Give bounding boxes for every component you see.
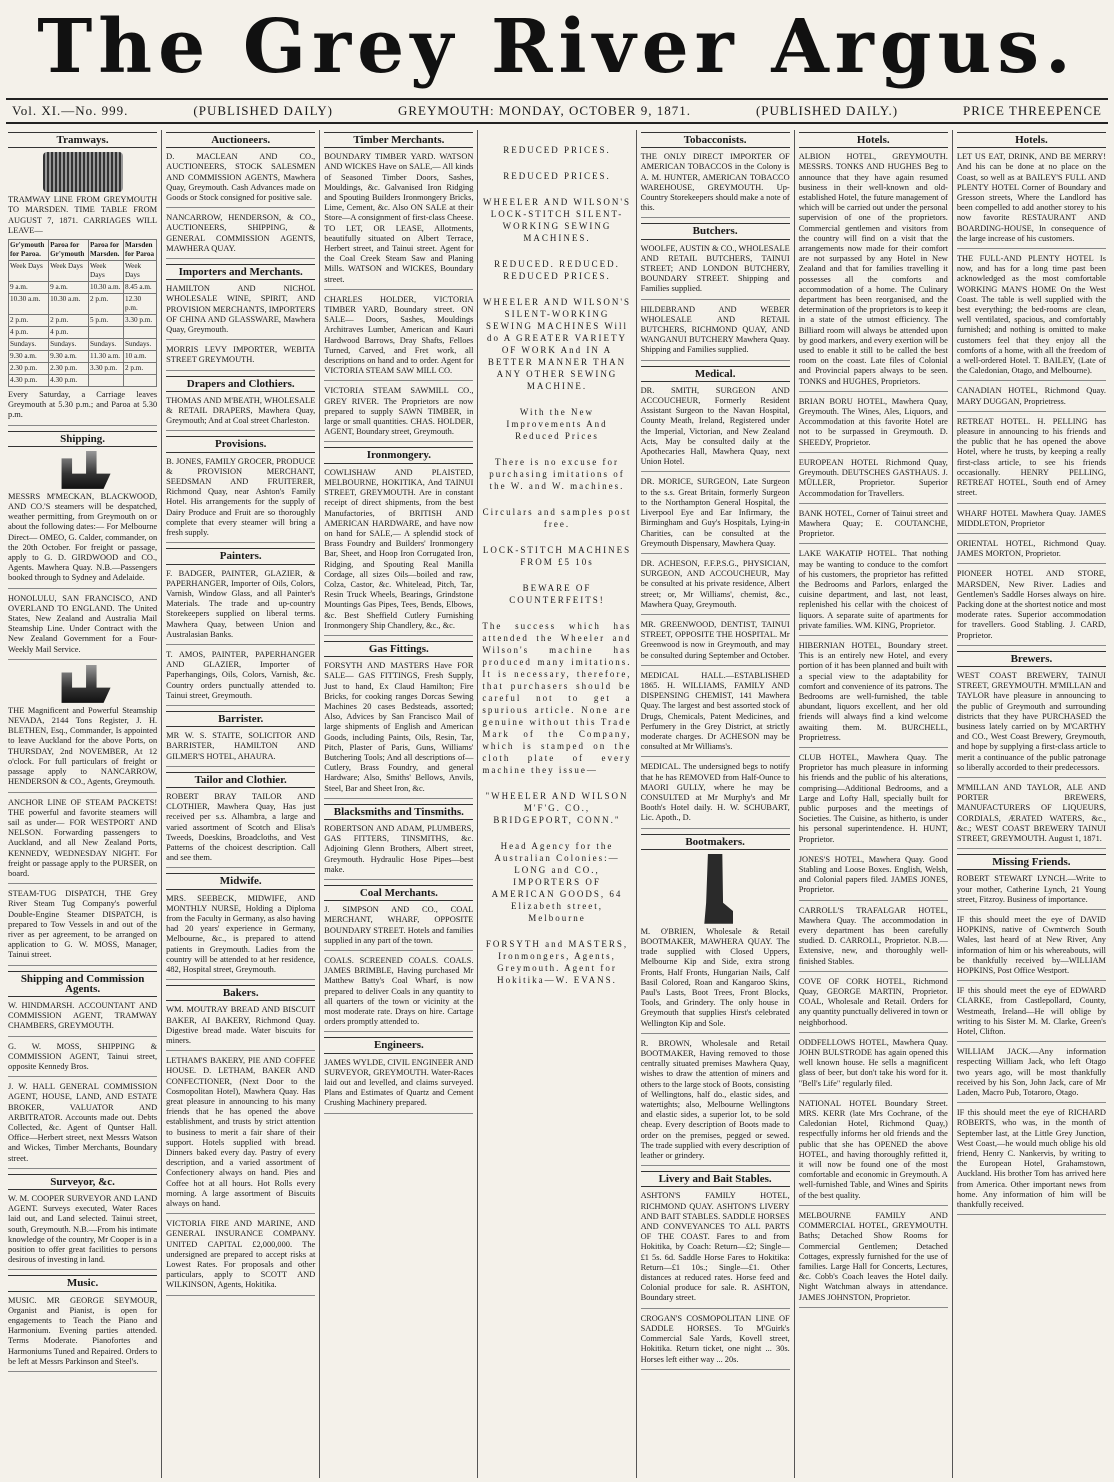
steamship-icon [48,665,118,703]
masthead-title: The Grey River Argus. [37,4,1077,90]
hotel-ad: PIONEER HOTEL AND STORE, MARSDEN, New River. Ladies and Gentlemen's Saddle Horses always on hire. Packing done at the shortest notice and most moderate rates. Superior accommodation for travellers. Good Stabling. J. CARD, Proprietor. [957,569,1106,645]
column-4-sewing-machines [477,130,635,1478]
tt-row [9,294,157,315]
tt-cell: 8.45 a.m. [123,282,156,294]
tt-cell: 12.30 p.m. [123,294,156,315]
sewing-line: REDUCED PRICES. [503,145,611,155]
sewing-line: With the New Improvements And Reduced Prices [506,407,608,441]
hotel-ad: LET US EAT, DRINK, AND BE MERRY! And his can be done at no place on the Coast, so well as at BAILEY'S FULL AND PLENTY HOTEL Corner of Boundary and Gresson streets, Where the Landlord has been compelled to add another storey to his now favorite RESTAURANT AND BOARDING-HOUSE, In consequence of the large increase of his customers. [957,152,1106,249]
tt-row [9,282,157,294]
published-right: (PUBLISHED DAILY.) [755,103,899,118]
section-hotels-2: Hotels. [957,132,1106,148]
missing-notice: IF this should meet the eye of RICHARD ROBERTS, who was, in the month of September last, at the Little Grey Junction, West Coast,—he would much oblige his old friend, Henry C. Nankervis, by writing to the European Hotel, Grahamstown, Auckland. His brother Tom has arrived here from America. Other important news from home. Any information of him will be thankfully received. [957,1108,1106,1215]
sewing-line: FORSYTH and MASTERS, Ironmongers, Agents, Greymouth. Agent for Hokitika—W. EVANS. [485,939,629,985]
agent-ad: W. HINDMARSH. ACCOUNTANT AND COMMISSION AGENT, TRAMWAY CHAMBERS, GREYMOUTH. [8,1001,157,1037]
butcher-ad: HILDEBRAND AND WEBER WHOLESALE AND RETAIL BUTCHERS, RICHMOND QUAY, AND WANGANUI BUTCHERY Mawhera Quay. Shipping and Families supplied. [641,305,790,361]
section-missing-friends: Missing Friends. [957,854,1106,870]
timber-ad: VICTORIA STEAM SAWMILL CO., GREY RIVER. The Proprietors are now prepared to supply SAWN TIMBER, in large or small quantities. CHAS. HOLDER, AGENT, Boundary street, Greymouth. [324,386,473,442]
section-medical: Medical. [641,366,790,382]
section-tailor: Tailor and Clothier. [166,772,315,788]
baker-ad: LETHAM'S BAKERY, PIE AND COFFEE HOUSE. D. LETHAM, BAKER AND CONFECTIONER, (Next Door to the Cosmopolitan Hotel), Mawhera Quay. Has great pleasure in announcing to his many friends that he has opened the above establishment, and trusts by strict attention to business to merit a fair share of their support. Hotels supplied with bread. Dinners baked every day. Pastry of every description, and a varied assortment of Confectionery always on hand. Pies and Coffee hot at all hours. Hot Rolls every morning. A large assortment of Biscuits always on hand. [166,1056,315,1214]
tt-cell: Sundays. [9,339,49,351]
section-tramways: Tramways. [8,132,157,148]
tt-cell: 2 p.m. [49,315,89,327]
tt-cell: Sundays. [89,339,124,351]
missing-notice: IF this should meet the eye of EDWARD CLARKE, from Castlepollard, County, Westmeath, Ireland—He will oblige by writing to his Sister M. M. Clarke, Green's Hotel, Clifton. [957,986,1106,1042]
hotel-ad: ALBION HOTEL, GREYMOUTH. MESSRS. TONKS AND HUGHES Beg to announce that they have again resumed business in their well-known and old-established Hotel, the future management of which will be carried out under the personal supervision of one of the proprietors. Commercial gentlemen and visitors from the country will find on a visit that the arrangements now made for their comfort are not surpassed by any Hotel in New Zealand and that for families travelling it possesses all the comforts and accommodation of a home. The Culinary department has been reorganised, and the determination of the proprietors is to keep it in a state of the utmost efficiency. The Billiard room will always be attended upon by good markers, and every exertion will be used to enable it still to be called the best room on the coast. Late files of Colonial and Provincial papers always to be seen. TONKS and HUGHES, Proprietors. [799,152,948,392]
tt-cell: 9 a.m. [49,282,89,294]
tt-row [9,339,157,351]
coal-ad: COALS. SCREENED COALS. COALS. JAMES BRIMBLE, Having purchased Mr Matthew Batty's Coal Wharf, is now prepared to deliver Coals in any quantity to all quarters of the town or vicinity at the most moderate rate. Drays on hire. Cartage orders promptly attended to. [324,956,473,1032]
column-2 [161,130,319,1478]
hotel-ad: THE FULL-AND PLENTY HOTEL Is now, and has for a long time past been acknowledged as the most comfortable WORKING MAN'S HOME On the West Coast. The table is well supplied with the best everything; the bed-rooms are clean, well ventilated, spacious, and comfortably furnished; and nothing is omitted to make customers feel that they enjoy all the comforts of a home, with all the freedom of a well-ordered Hotel. T. BAILEY, (Late of the Caledonian, Otago, and Melbourne). [957,254,1106,381]
tt-cell: 4 p.m. [9,327,49,339]
insurance-ad: VICTORIA FIRE AND MARINE, AND GENERAL INSURANCE COMPANY. UNITED CAPITAL £2,000,000. The undersigned are prepared to accept risks at Lowest Rates. For proposals and other particulars, apply to SCOTT AND WILKINSON, Agents, Hokitika. [166,1219,315,1295]
tt-header: Paroa for Marsden. [89,240,124,261]
ship-ad: STEAM-TUG DISPATCH, THE Grey River Steam Tug Company's powerful Double-Engine Steamer DISPATCH, is prepared to Tow Vessels in and out of the river as per agreement, to be arranged on application to G. W. MOSS, Manager, Tainui street. [8,889,157,965]
section-agents: Shipping and Commission Agents. [8,971,157,997]
tt-cell: 4 p.m. [49,327,89,339]
tobacco-ad: THE ONLY DIRECT IMPORTER OF AMERICAN TOBACCOS in the Colony is A. M. HUNTER, AMERICAN TOBACCO WAREHOUSE, GREYMOUTH. Up-Country Storekeepers should make a note of this. [641,152,790,218]
auctioneer-ad: NANCARROW, HENDERSON, & CO., AUCTIONEERS, SHIPPING, & GENERAL COMMISSION AGENTS, MAWHERA QUAY. [166,213,315,259]
sewing-line: LOCK-STITCH MACHINES FROM £5 10s [482,545,632,567]
tt-cell: 3.30 p.m. [123,315,156,327]
medical-ad: MEDICAL. The undersigned begs to notify that he has REMOVED from Half-Ounce to MAORI GULLY, where he may be CONSULTED at Mr Murphy's and Mr Booth's Hotel daily. H. W. SCHUBART, Lic. Apoth., D. [641,762,790,828]
medical-ad: DR. MORICE, SURGEON, Late Surgeon to the s.s. Great Britain, formerly Surgeon to the Northampton General Hospital, the Liverpool Eye and Ear Infirmary, the Birmingham and Guy's Hospitals, Lying-in Charities, can be consulted at the Greymouth Dispensary, Mawhera Quay. [641,477,790,553]
section-music: Music. [8,1275,157,1291]
tt-cell: 4.30 p.m. [49,375,89,387]
hotel-ad: BRIAN BORU HOTEL, Mawhera Quay, Greymouth. The Wines, Ales, Liquors, and Accommodation at this favorite Hotel are not to be surpassed in Greymouth. D. SHEEDY, Proprietor. [799,397,948,453]
provisions-ad: B. JONES, FAMILY GROCER, PRODUCE & PROVISION MERCHANT, SEEDSMAN AND FRUITERER, Richmond Quay, near Ashton's Family Hotel. His arrangements for the supply of Dairy Produce and Fruit are so thoroughly complete that every steamer will bring a fresh supply. [166,457,315,544]
hotel-ad: CANADIAN HOTEL, Richmond Quay. MARY DUGGAN, Proprietress. [957,386,1106,411]
tt-row [9,327,157,339]
tt-cell: 2.30 p.m. [49,363,89,375]
butcher-ad: WOOLFE, AUSTIN & CO., WHOLESALE AND RETAIL BUTCHERS, TAINUI STREET; AND LONDON BUTCHERY, BOUNDARY STREET. Shipping and Families supplied. [641,244,790,300]
tt-cell: 2 p.m. [89,294,124,315]
brewer-ad: M'MILLAN AND TAYLOR, ALE AND PORTER BREWERS, MANUFACTURERS OF LIQUEURS, CORDIALS, ÆRATED WATERS, &c., &c.; WEST COAST BREWERY TAINUI STREET, GREYMOUTH. August 1, 1871. [957,783,1106,849]
hotel-ad: BANK HOTEL, Corner of Tainui street and Mawhera Quay; E. COUTANCHE, Proprietor. [799,509,948,545]
section-bootmakers: Bootmakers. [641,834,790,850]
timber-ad: BOUNDARY TIMBER YARD. WATSON AND WICKES Have on SALE,— All kinds of Seasoned Timber Doors, Sashes, Mouldings, &c. Galvanised Iron Ridging and Spouting Builders Ironmongery Bricks, Lime, Cement, &c. Also ON SALE at their Store—A consignment of first-class Cheese. TO LET, OR LEASE, Allotments, beautifully situated on Albert Terrace, Herbert street, and Tainui street. Agent for the Coal Creek Steam Saw and Planing Mills. WATSON and WICKES, Boundary street. [324,152,473,290]
tt-cell: 10 a.m. [123,351,156,363]
section-barrister: Barrister. [166,711,315,727]
column-6 [794,130,952,1478]
section-engineers: Engineers. [324,1037,473,1053]
section-livery: Livery and Bait Stables. [641,1171,790,1187]
section-drapers: Drapers and Clothiers. [166,376,315,392]
section-timber: Timber Merchants. [324,132,473,148]
missing-notice: IF this should meet the eye of DAVID HOPKINS, native of Cwmtwrch South Wales, last heard of at New River, Any information of him or his whereabouts, will be thankfully received by—WILLIAM HOPKINS, Post Office Westport. [957,915,1106,981]
section-brewers: Brewers. [957,651,1106,667]
tt-header: Gr'ymouth for Paroa. [9,240,49,261]
hotel-ad: LAKE WAKATIP HOTEL. That nothing may be wanting to conduce to the comfort of his customers, the proprietor has refitted the Bedrooms and Parlors, enlarged the cuisine department, and last, not least, replenished his cellar with the choicest of liquors. A separate suite of apartments for private families. WM. KING, Proprietor. [799,549,948,636]
tram-timetable [8,239,157,387]
section-smiths: Blacksmiths and Tinsmiths. [324,804,473,820]
hotel-ad: HIBERNIAN HOTEL, Boundary street. This is an entirely new Hotel, and every portion of it has been planned and built with a special view to the adaptability for comfort and convenience of its patrons. The Bedrooms are well-furnished, the table abundant, liquors excellent, and her old friends will always find a kind welcome awaiting them. M. BURCHELL, Proprietress. [799,641,948,748]
agent-ad: J. W. HALL GENERAL COMMISSION AGENT, HOUSE, LAND, AND ESTATE BROKER, VALUATOR AND ARBITRATOR. Accounts made out. Debts Collected, &c. Agent of Quntser Hall. Office—Herbert street, next Messrs Watson and Wickes, Timber Merchants, Boundary street. [8,1082,157,1169]
sewing-line: BEWARE OF COUNTERFEITS! [509,583,605,605]
tt-cell: 3.30 p.m. [89,363,124,375]
tt-cell: 2 p.m. [123,363,156,375]
hotel-ad: ORIENTAL HOTEL, Richmond Quay. JAMES MORTON, Proprietor. [957,539,1106,564]
bootmaker-ad: M. O'BRIEN, Wholesale & Retail BOOTMAKER, MAWHERA QUAY. The trade supplied with Closed Uppers, Melbourne Kip and Side, extra strong Fronts, Half Fronts, Hungarian Nails, Calf Basil Colored, Roan and Kangaroo Skins, Paul's Lasts, Boot Trees, Front Blocks, Tools, and Grindery. The only house in Greymouth that supplies Hirst's celebrated Wellington Kip and Sole. [641,927,790,1034]
tt-cell: Week Days [49,261,89,282]
tt-cell: 10.30 a.m. [9,294,49,315]
place-date: GREYMOUTH: MONDAY, OCTOBER 9, 1871. [397,103,691,118]
sewing-line: "WHEELER AND WILSON M'F'G. CO., BRIDGEPORT, CONN." [485,791,629,825]
tt-cell [123,375,156,387]
tt-cell: 10.30 a.m. [89,282,124,294]
medical-ad: MEDICAL HALL.—ESTABLISHED 1865. H. WILLIAMS, FAMILY AND DISPENSING CHEMIST, 141 Mawhera Quay. The largest and best assorted stock of Drugs, Chemicals, Patent Medicines, and Perfumery in the Grey District, at strictly moderate charges. Dr ACHESON may be consulted at Mr Williams's. [641,671,790,758]
tt-cell: Week Days [9,261,49,282]
tt-cell: Week Days [89,261,124,282]
tt-cell: Week Days [123,261,156,282]
surveyor-ad: W. M. COOPER SURVEYOR AND LAND AGENT. Surveys executed, Water Races laid out, and Land selected. Tainui street, south, Greymouth. N.B.—From his intimate knowledge of the country, Mr Cooper is in a position to offer great facilities to persons desirous of investing in land. [8,1194,157,1270]
tt-cell: 11.30 a.m. [89,351,124,363]
hotel-ad: ODDFELLOWS HOTEL, Mawhera Quay. JOHN BULSTRODE has again opened this well known house. He sells a magnificent glass of beer, but don't take his word for it. "Bell's Life" regularly filed. [799,1038,948,1094]
section-bakers: Bakers. [166,985,315,1001]
importer-ad: HAMILTON AND NICHOL WHOLESALE WINE, SPIRIT, AND PROVISION MERCHANTS, IMPORTERS OF CHINA AND GLASSWARE, Mawhera Quay, Greymouth. [166,284,315,340]
tt-cell: 9.30 a.m. [9,351,49,363]
section-shipping: Shipping. [8,431,157,447]
livery-ad: ASHTON'S FAMILY HOTEL, RICHMOND QUAY. ASHTON'S LIVERY AND BAIT STABLES. SADDLE HORSES AND CONVEYANCES TO ALL PARTS OF THE COAST. Fares to and from Hokitika, by Coach: Return—£2; Single—£1 5s. 6d. Saddle Horse Fares to Hokitika: Return—£1 10s.; Single—£1. Other distances at reduced rates. Horse feed and Colonial produce for sale. R. ASHTON, Boundary street. [641,1191,790,1308]
sewing-line: Circulars and samples post free. [482,507,632,529]
columns [4,130,1110,1478]
medical-ad: DR. SMITH, SURGEON AND ACCOUCHEUR, Formerly Resident Assistant Surgeon to the Navan Hospital, County Meath, Ireland, Registered under the Imperial, Victorian, and New Zealand Acts, May be consulted daily at the Apothecaries Hall, Mawhera Quay, next Union Hotel. [641,386,790,473]
ship-ad: ANCHOR LINE OF STEAM PACKETS! THE powerful and favorite steamers will sail as under— FOR WESTPORT AND NELSON. Forwarding passengers to Auckland, and all New Zealand Ports, KENNEDY, WEDNESDAY NIGHT. For freight or passage apply to the PURSER, on board. [8,798,157,885]
bootmaker-ad: R. BROWN, Wholesale and Retail BOOTMAKER, Having removed to those centrally situated premises Mawhera Quay, wishes to draw the attention of miners and others to the large stock of Boots, consisting of Wellingtons, half do., elastic sides, and watertights; also, Melbourne Wellingtons and elastic sides, a superior lot, to be sold cheap. Every description of Boots made to order on the premises, pegged or sewed. The trade supplied with every description of leather or grindery. [641,1039,790,1166]
hotel-ad: WHARF HOTEL Mawhera Quay. JAMES MIDDLETON, Proprietor [957,509,1106,534]
section-ironmongery: Ironmongery. [324,447,473,463]
price: PRICE THREEPENCE [963,103,1102,118]
tt-cell: Sundays. [49,339,89,351]
sewing-line: REDUCED. REDUCED. REDUCED PRICES. [494,259,620,281]
tram-engraving-icon [43,152,123,192]
boot-icon [697,854,733,924]
tt-row [9,261,157,282]
agent-ad: G. W. MOSS, SHIPPING & COMMISSION AGENT, Tainui street, opposite Kennedy Bros. [8,1042,157,1078]
tt-cell: 9 a.m. [9,282,49,294]
masthead [0,0,1114,95]
sewing-line: The success which has attended the Wheeler and Wilson's machine has produced many imitations. It is necessary, therefore, that purchasers should be careful not to get a spurious article. None are genuine without this Trade Mark of the Company, which is stamped on the cloth plate of every machine they issue— [482,621,632,775]
ship-ad: MESSRS M'MECKAN, BLACKWOOD, AND CO.'S steamers will be despatched, weather permitting, from Greymouth on or about the following dates:— For Melbourne Direct— OMEO, G. Calder, commander, on the 20th October. For freight or passage, apply to G. D. GIRDWOOD and CO., Agents. Mawhera Quay. N.B.—Passengers booked through to Sydney and Adelaide. [8,492,157,589]
tt-row [9,363,157,375]
ship-ad: THE Magnificent and Powerful Steamship NEVADA, 2144 Tons Register, J. H. BLETHEN, Esq., Commander, Is appointed to leave Auckland for the above Ports, on THURSDAY, 2nd NOVEMBER, At 12 o'clock. For full particulars of freight or passage apply to NANCARROW, HENDERSON & CO., Agents, Greymouth. [8,706,157,793]
tt-cell: 4.30 p.m. [9,375,49,387]
tt-cell [123,327,156,339]
baker-ad: WM. MOUTRAY BREAD AND BISCUIT BAKER, AI BAKERY, Richmond Quay. Digestive bread made. Water biscuits for miners. [166,1005,315,1051]
sewing-line: There is no excuse for purchasing imitations of the W. and W. machines. [489,457,625,491]
tram-ad: TRAMWAY LINE FROM GREYMOUTH TO MARSDEN. TIME TABLE FROM AUGUST 7, 1871. CARRIAGES WILL LEAVE— [8,195,158,235]
hotel-ad: CARROLL'S TRAFALGAR HOTEL, Mawhera Quay. The accommodation in every department has been carefully studied. D. CARROLL, Proprietor. N.B.—Extensive, new, and thoroughly well-finished Stables. [799,906,948,972]
auctioneer-ad: D. MACLEAN AND CO., AUCTIONEERS, STOCK SALESMEN AND COMMISSION AGENTS, Mawhera Quay, Greymouth. Cash Advances made on Goods or Stock consigned for positive sale. [166,152,315,208]
dateline [6,98,1108,124]
volume-number: Vol. XI.—No. 999. [12,103,129,118]
importer-ad: MORRIS LEVY IMPORTER, WEBITA STREET GREYMOUTH. [166,345,315,370]
section-importers: Importers and Merchants. [166,264,315,280]
column-5 [636,130,794,1478]
tt-header: Paroa for Gr'ymouth [49,240,89,261]
music-ad: MUSIC. MR GEORGE SEYMOUR, Organist and Pianist, is open for engagements to Teach the Piano and Harmonium. Evening parties attended. Terms Moderate. Pianofortes and Harmoniums Tuned and Repaired. Orders to be left at Messrs Parkinson and Steel's. [8,1296,157,1372]
hotel-ad: MELBOURNE FAMILY AND COMMERCIAL HOTEL, GREYMOUTH. Baths; Detached Show Rooms for Commercial Gentlemen; Detached Cottages, expressly furnished for the use of families. Large Hall for Concerts, Lectures, &c. Cobb's Coach leaves the Hotel daily. Night Watchman always in attendance. JAMES JOHNSTON, Proprietor. [799,1211,948,1308]
sewing-line: WHEELER AND WILSON'S LOCK-STITCH SILENT-WORKING SEWING MACHINES. [483,197,631,243]
medical-ad: MR. GREENWOOD, DENTIST, TAINUI STREET, OPPOSITE THE HOSPITAL. Mr Greenwood is now in Greymouth, and may be consulted during September and October. [641,620,790,666]
column-1 [4,130,161,1478]
tt-cell: Sundays. [123,339,156,351]
section-tobacconists: Tobacconists. [641,132,790,148]
tram-note: Every Saturday, a Carriage leaves Greymouth at 5.30 p.m.; and Paroa at 5.30 p.m. [8,390,157,426]
hotel-ad: RETREAT HOTEL. H. PELLING has pleasure in announcing to his friends and the public that he has opened the above Hotel, where he trusts, by keeping a really first-class article, to see his friends occasionally. HENRY PELLING, RETREAT HOTEL, South end of Arney street. [957,417,1106,504]
published-left: (PUBLISHED DAILY) [193,103,333,118]
hotel-ad: CLUB HOTEL, Mawhera Quay. The Proprietor has much pleasure in informing his friends and the public of his alterations, comprising—Additional Bedrooms, and a Large and Lofty Hall, specially built for public purposes and the meetings of Societies. The Cuisine, as hitherto, is under his personal superintendence. H. HUNT, Proprietor. [799,753,948,850]
section-butchers: Butchers. [641,223,790,239]
tt-cell: 2.30 p.m. [9,363,49,375]
gas-ad: FORSYTH AND MASTERS Have FOR SALE— GAS FITTINGS, Fresh Supply, Just to hand, Ex Claud Hamilton; Fire Bricks, for cooking ranges Dorcas Sewing Machines 20 cases Bedsteads, assorted; Also, Advices by San Francisco Mail of large shipments of English and American Goods, including Paints, Oils, Resin, Tar, Pitch, Plaster of Paris, Guns, Williams' Butchering Tools; And all descriptions of— Cutlery, Brass Foundry, and general Hardware; Also, Smiths' Bellows, Anvils, Steel, Bar and Sheet Iron, &c. [324,661,473,799]
column-7 [952,130,1110,1478]
painter-ad: T. AMOS, PAINTER, PAPERHANGER AND GLAZIER, Importer of Paperhangings, Oils, Colors, Varnish, &c. Country orders punctually attended to. Tainui street, Greymouth. [166,650,315,706]
missing-notice: WILLIAM JACK.—Any information respecting William Jack, who left Otago two years ago, will be most thankfully received by his Son, John Jack, care of Mr Laden, Macro Pub, Totaroro, Otago. [957,1047,1106,1103]
section-coal: Coal Merchants. [324,885,473,901]
tt-cell: 9.30 a.m. [49,351,89,363]
medical-ad: DR. ACHESON, F.F.P.S.G., PHYSICIAN, SURGEON, AND ACCOUCHEUR, May be consulted at his private residence, Albert street; or, Mr Williams', chemist, &c., Mawhera Quay, Greymouth. [641,559,790,615]
draper-ad: THOMAS AND M'BEATH, WHOLESALE & RETAIL DRAPERS, Mawhera Quay, Greymouth; And at Coal street Charleston. [166,396,315,432]
hotel-ad: JONES'S HOTEL, Mawhera Quay. Good Stabling and Loose Boxes. English, Welsh, and Colonial papers filed. JAMES JONES, Proprietor. [799,855,948,901]
ship-ad: HONOLULU, SAN FRANCISCO, AND OVERLAND TO ENGLAND. The United States, New Zealand and Australia Mail Steamship Line. Under Contract with the New Zealand Government for a Four-Weekly Mail Service. [8,594,157,660]
tt-row [9,351,157,363]
steamship-icon [48,451,118,489]
brewer-ad: WEST COAST BREWERY, TAINUI STREET, GREYMOUTH. M'MILLAN and TAYLOR have pleasure in announcing to the public of Greymouth and surrounding districts that they have PURCHASED the business lately carried on by M'CARTHY and CO., West Coast Brewery, Greymouth, and hope by supplying a first-class article to merit a continuance of the public patronage so liberally accorded to their predecessors. [957,671,1106,778]
section-auctioneers: Auctioneers. [166,132,315,148]
section-surveyor: Surveyor, &c. [8,1174,157,1190]
section-midwife: Midwife. [166,873,315,889]
tt-cell: 10.30 a.m. [49,294,89,315]
ironmongery-ad: COWLISHAW AND PLAISTED, MELBOURNE, HOKITIKA, And TAINUI STREET, GREYMOUTH. Are in constant receipt of direct shipments, from the best Manufactories, of BRITISH AND AMERICAN HARDWARE, and have now on hand for SALE,— A splendid stock of Brass Foundry and Builders' Ironmongery Bar, Sheet, and Hoop Iron Corrugated Iron, Ridging, and Spouting Real Manilla Cordage, all sizes Oils—boiled and raw, Colza, Castor, &c. Whitelead, Pitch, Tar, Resin Truck Wheels, Bearings, Grindstone Mountings Gas Pipes, Tees, Bends, Elbows, &c. Best Sheffield Cutlery Furnishing Ironmongery Ship Chandlery, &c., &c. [324,468,473,636]
column-3 [319,130,477,1478]
barrister-ad: MR W. S. STAITE, SOLICITOR AND BARRISTER, HAMILTON AND GILMER'S HOTEL, AHAURA. [166,731,315,767]
tt-cell: 5 p.m. [89,315,124,327]
missing-notice: ROBERT STEWART LYNCH.—Write to your mother, Catherine Lynch, 21 Young street, Fitzroy. Business of importance. [957,874,1106,910]
tt-row [9,375,157,387]
section-painters: Painters. [166,548,315,564]
coal-ad: J. SIMPSON AND CO., COAL MERCHANT, WHARF, OPPOSITE BOUNDARY STREET. Hotels and families supplied in any part of the town. [324,905,473,951]
livery-ad: CROGAN'S COSMOPOLITAN LINE OF SADDLE HORSES. To M'Guirk's Commercial Sale Yards, Kovell street, Hokitika. Return ticket, one night ... 30s. Horses left either way ... 20s. [641,1314,790,1370]
hotel-ad: EUROPEAN HOTEL Richmond Quay, Greymouth. DEUTSCHES GASTHAUS. J. MÜLLER, Proprietor. Superior Accommodation for Travellers. [799,458,948,504]
tt-cell [89,327,124,339]
tailor-ad: ROBERT BRAY TAILOR AND CLOTHIER, Mawhera Quay, Has just received per s.s. Alhambra, a large and varied assortment of Scotch and Elisa's Tweeds, Doeskins, Broadcloths, and Vest Patterns of the choicest description. Call and see them. [166,792,315,868]
smith-ad: ROBERTSON AND ADAM, PLUMBERS, GAS FITTERS, TINSMITHS, &c. Adjoining Glenn Brothers, Albert street, Greymouth. Hydraulic Hose Pipes—best make. [324,824,473,880]
timber-ad: CHARLES HOLDER, VICTORIA TIMBER YARD, Boundary street. ON SALE— Doors, Sashes, Mouldings Architraves Lumber, American and Kauri Hardwood Barrows, Dray Shafts, Felloes Turned, Carved, and Fret work, all descriptions on hand and to order. Agent for VICTORIA STEAM SAW MILL CO. [324,295,473,382]
section-gas: Gas Fittings. [324,641,473,657]
tt-row [9,315,157,327]
hotel-ad: NATIONAL HOTEL Boundary Street. MRS. KERR (late Mrs Cochrane, of the Caledonian Hotel, Richmond Quay,) respectfully informs her old friends and the public that she has OPENED the above HOTEL, and having thoroughly refitted it, it will now be found one of the most comfortable and economic in Greymouth. A well-furnished Table, and Wines and Spirits of the best quality. [799,1099,948,1206]
midwife-ad: MRS. SEEBECK, MIDWIFE, AND MONTHLY NURSE, Holding a Diploma from the Faculty in Germany, as also having had 20 years' experience in Germany, Melbourne, &c., is prepared to attend patients in Greymouth. Ladies from the country will be attended to at her residence, 482, Hospital street, Greymouth. [166,894,315,981]
painter-ad: F. BADGER, PAINTER, GLAZIER, & PAPERHANGER, Importer of Oils, Colors, Varnish, Window Glass, and all Painter's Materials. The trade and up-country Storekeepers supplied on liberal terms. Mawhera Quay, between Union and Australasian Banks. [166,569,315,645]
section-provisions: Provisions. [166,436,315,452]
hotel-ad: COVE OF CORK HOTEL, Richmond Quay, GEORGE MARTIN, Proprietor. COAL, Wholesale and Retail. Orders for any quantity punctually delivered in town or neighborhood. [799,977,948,1033]
sewing-line: Head Agency for the Australian Colonies:— LONG and CO., IMPORTERS OF AMERICAN GOODS, 64 Elizabeth street, Melbourne [491,841,623,923]
tt-header: Marsden for Paroa [123,240,156,261]
tt-cell: 2 p.m. [9,315,49,327]
tt-cell [89,375,124,387]
sewing-line: WHEELER AND WILSON'S SILENT-WORKING SEWING MACHINES Will do A GREATER VARIETY OF WORK And IN A BETTER MANNER THAN ANY OTHER SEWING MACHINE. [483,297,631,391]
engineer-ad: JAMES WYLDE, CIVIL ENGINEER AND SURVEYOR, GREYMOUTH. Water-Races laid out and levelled, and claims surveyed. Plans and Estimates of Quartz and Cement Crushing Machinery prepared. [324,1058,473,1114]
section-hotels: Hotels. [799,132,948,148]
sewing-line: REDUCED PRICES. [503,171,611,181]
